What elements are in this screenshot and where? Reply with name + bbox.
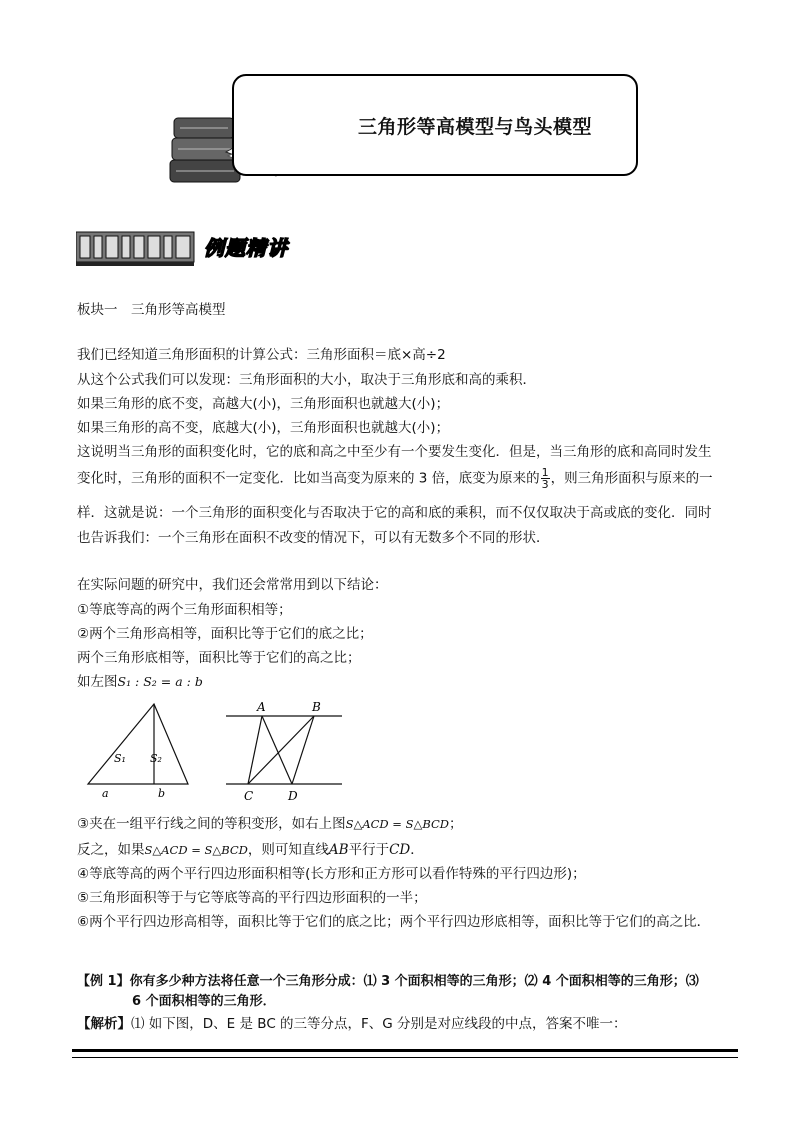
conclusions-lead: 在实际问题的研究中，我们还会常常用到以下结论： [77,577,388,593]
conclusion-2b: 两个三角形底相等，面积比等于它们的高之比； [77,650,361,666]
conclusion-2c-prefix: 如左图 [77,674,118,690]
example-question-line-1: 你有多少种方法将任意一个三角形分成：⑴ 3 个面积相等的三角形；⑵ 4 个面积相等的三角形；⑶ [129,974,699,989]
conclusion-2c [77,672,203,692]
intro-formula: 我们已经知道三角形面积的计算公式：三角形面积＝底×高÷2 [77,347,446,363]
label-A: A [257,700,266,714]
figure-triangle-split [80,700,200,800]
footer-rule [72,1049,738,1058]
converse-area-formula: S△ACD = S△BCD [144,843,248,857]
label-B: B [312,700,321,714]
intro-line-4: 如果三角形的高不变，底越大(小)，三角形面积也就越大(小)； [77,420,450,436]
example-1 [77,972,699,992]
fraction-numerator: 1 [541,466,549,479]
conclusion-3b [77,840,424,860]
analysis-tag: 【解析】 [77,1016,131,1032]
section-badge-text: 例题精讲 [204,236,288,260]
conclusion-1: ①等底等高的两个三角形面积相等； [77,602,292,618]
intro-line-6 [77,467,713,490]
figure-parallel-lines [222,696,346,804]
conclusion-3 [77,814,463,834]
analysis-text: ⑴ 如下图，D、E 是 BC 的三等分点，F、G 分别是对应线段的中点，答案不唯一： [131,1016,627,1032]
conclusion-5: ⑤三角形面积等于与它等底等高的平行四边形面积的一半； [77,890,427,906]
conclusion-3-suffix: ； [449,816,463,832]
label-s2: S₂ [150,752,162,765]
example-question-line-2: 6 个面积相等的三角形． [132,994,276,1009]
label-C: C [244,789,254,803]
page-title: 三角形等高模型与鸟头模型 [357,116,592,138]
block-heading: 板块一 三角形等高模型 [77,302,226,318]
label-b: b [158,787,166,800]
intro-line-5: 这说明当三角形的面积变化时，它的底和高之中至少有一个要发生变化．但是，当三角形的底和高同时发生 [77,444,712,460]
intro-line-7: 样．这就是说：一个三角形的面积变化与否取决于它的高和底的乘积，而不仅仅取决于高或底的变化．同时 [77,505,712,521]
conclusion-3b-mid2: 平行于 [348,842,390,858]
analysis [77,1014,627,1034]
conclusion-3-prefix: ③夹在一组平行线之间的等积变形，如右上图 [77,816,346,832]
intro-line-6-b: ，则三角形面积与原来的一 [550,470,713,487]
intro-line-3: 如果三角形的底不变，高越大(小)，三角形面积也就越大(小)； [77,396,450,412]
equal-area-formula: S△ACD = S△BCD [345,817,450,831]
conclusion-3b-mid: ，则可知直线 [247,842,329,858]
conclusion-6: ⑥两个平行四边形高相等，面积比等于它们的底之比；两个平行四边形底相等，面积比等于它们的高之比． [77,914,711,930]
line-cd-label: CD [389,842,411,858]
conclusion-3b-end: ． [410,842,424,858]
one-third-fraction [541,467,550,490]
intro-line-6-a: 变化时，三角形的面积不一定变化．比如当高变为原来的 3 倍，底变为原来的 [77,470,540,487]
fraction-denominator: 3 [541,478,549,491]
intro-line-2: 从这个公式我们可以发现：三角形面积的大小，取决于三角形底和高的乘积． [77,372,536,388]
conclusion-2: ②两个三角形高相等，面积比等于它们的底之比； [77,626,373,642]
label-D: D [288,789,298,803]
area-ratio-formula: S₁ : S₂ = a : b [117,674,203,689]
line-ab-label: AB [328,842,349,858]
example-tag: 【例 1】 [77,974,130,989]
conclusion-3b-prefix: 反之，如果 [77,842,145,858]
conclusion-4: ④等底等高的两个平行四边形面积相等(长方形和正方形可以看作特殊的平行四边形)； [77,866,586,882]
label-a: a [102,787,109,800]
intro-line-8: 也告诉我们：一个三角形在面积不改变的情况下，可以有无数多个不同的形状． [77,530,550,546]
label-s1: S₁ [114,752,126,765]
